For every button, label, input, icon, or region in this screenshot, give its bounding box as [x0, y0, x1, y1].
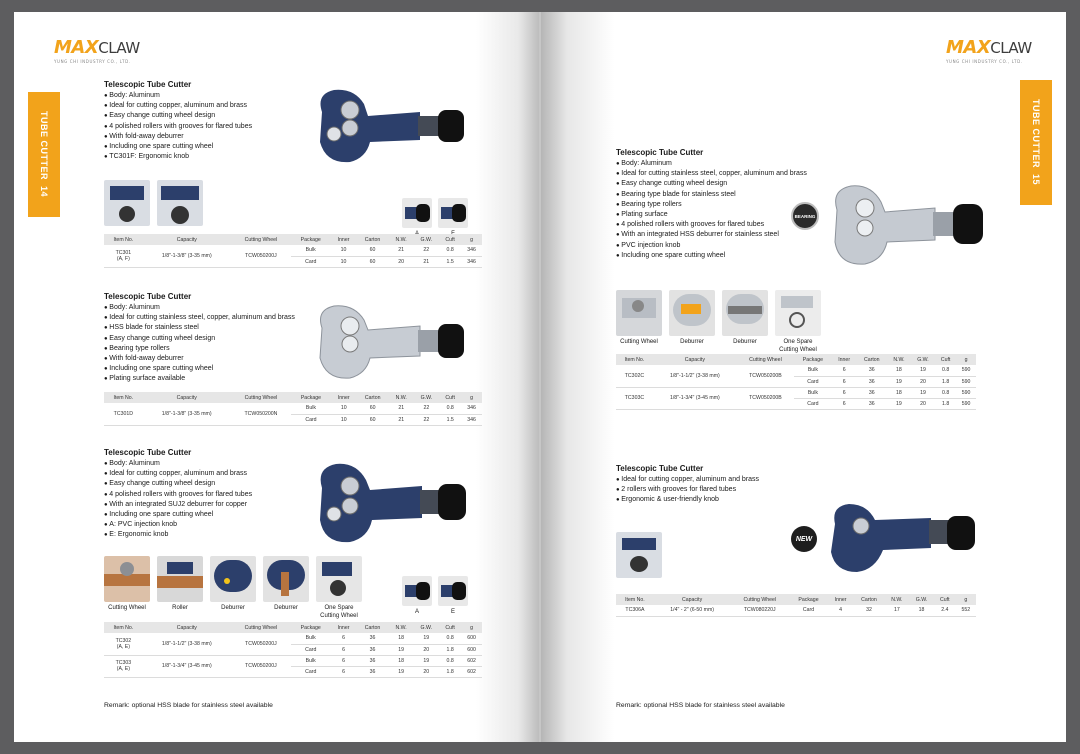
table-header-row: Item No. Capacity Cutting Wheel Package Inner Carton N.W. G.W. Cuft g	[616, 354, 976, 365]
spec-table-tc302	[104, 622, 482, 678]
table-row: TC302C 1/8"-1-1/2" (3-38 mm) TCW050200B Bulk 6 36 18 19 0.8 590	[616, 365, 976, 376]
product-title: Telescopic Tube Cutter	[104, 80, 192, 89]
maxclaw-logo: MAXCLAW YUNG CHI INDUSTRY CO., LTD.	[54, 37, 140, 64]
table-row: TC301D 1/8"-1-3/8" (3-35 mm) TCW050200N Bulk 10 60 21 22 0.8 346	[104, 403, 482, 414]
variant-thumbs-tc302: A E	[402, 576, 468, 617]
new-badge: NEW	[791, 526, 817, 552]
section-tab-left: TUBE CUTTER 14	[28, 92, 60, 217]
variant-thumbs-tc301	[402, 198, 468, 239]
right-page	[541, 12, 1066, 742]
table-row: TC302 (A, E) 1/8"-1-1/2" (3-38 mm) TCW050200J Bulk 6 36 18 19 0.8 600	[104, 633, 482, 644]
feature-list: ● Body: Aluminum ● Ideal for cutting stainless steel, copper, aluminum and brass ● Easy change cutting wheel design ● Bearing type blade for stainless steel ● Bearing type rollers ● Plating surface ● 4 polished rollers with grooves for flared tubes ● With an integrated HSS deburrer for stainless steel ● PVC injection knob ● Including one spare cutting wheel	[616, 159, 807, 261]
detail-thumbs-tc302c: Cutting Wheel Deburrer Deburrer One Spare Cutting Wheel	[616, 290, 821, 354]
table-row: Card 6 36 19 20 1.8 590	[616, 376, 976, 387]
product-title: Telescopic Tube Cutter	[616, 148, 704, 157]
section-tab-right: TUBE CUTTER 15	[1020, 80, 1052, 205]
spec-table-tc301	[104, 234, 482, 268]
table-header-row: Item No. Capacity Cutting Wheel Package Inner Carton N.W. G.W. Cuft g	[104, 392, 482, 403]
remark-text: Remark: optional HSS blade for stainless steel available	[616, 702, 785, 709]
table-row: Card 10 60 21 22 1.5 346	[104, 414, 482, 425]
table-row: Card 6 36 19 20 1.8 590	[616, 398, 976, 409]
product-section-tc302	[104, 448, 252, 541]
table-row: TC303C 1/8"-1-3/4" (3-45 mm) TCW050200B Bulk 6 36 18 19 0.8 590	[616, 387, 976, 398]
left-page	[14, 12, 539, 742]
bearing-badge: BEARING	[791, 202, 819, 230]
tube-cutter-silver-image	[310, 300, 480, 384]
table-header-row: Item No. Capacity Cutting Wheel Package Inner Carton N.W. G.W. Cuft g	[616, 594, 976, 605]
table-row: TC306A 1/4" - 2" (6-50 mm) TCW080220J Card 4 32 17 18 2.4 552	[616, 605, 976, 616]
spec-table-tc306a	[616, 594, 976, 617]
detail-thumbs-tc301	[104, 180, 203, 226]
table-header-row: Item No. Capacity Cutting Wheel Package Inner Carton N.W. G.W. Cuft g	[104, 234, 482, 245]
product-title: Telescopic Tube Cutter	[616, 464, 704, 473]
spec-table-tc301d	[104, 392, 482, 426]
table-row: Card 6 36 19 20 1.8 600	[104, 644, 482, 655]
table-row: Card 6 36 19 20 1.8 602	[104, 666, 482, 677]
feature-list: ● Body: Aluminum ● Ideal for cutting copper, aluminum and brass ● Easy change cutting wheel design ● 4 polished rollers with grooves for flared tubes ● With an integrated SUJ2 deburrer for copper ● Including one spare cutting wheel ● A: PVC injection knob ● E: Ergonomic knob	[104, 459, 252, 541]
maxclaw-logo: MAXCLAW YUNG CHI INDUSTRY CO., LTD.	[946, 37, 1032, 64]
remark-text: Remark: optional HSS blade for stainless steel available	[104, 702, 273, 709]
table-row: TC303 (A, E) 1/8"-1-3/4" (3-45 mm) TCW050200J Bulk 6 36 18 19 0.8 602	[104, 655, 482, 666]
product-section-tc306a	[616, 464, 759, 506]
product-title: Telescopic Tube Cutter	[104, 448, 192, 457]
feature-list: ● Body: Aluminum ● Ideal for cutting stainless steel, copper, aluminum and brass ● HSS blade for stainless steel ● Easy change cutting wheel design ● Bearing type rollers ● With fold-away deburrer ● Including one spare cutting wheel ● Plating surface available	[104, 303, 295, 385]
tube-cutter-blue-image	[310, 82, 480, 172]
tube-cutter-chrome-image	[825, 180, 995, 270]
detail-thumbs-tc302: Cutting Wheel Roller Deburrer Deburrer One Spare Cutting Wheel	[104, 556, 362, 620]
table-row: TC301 (A, F) 1/8"-1-3/8" (3-35 mm) TCW050200J Bulk 10 60 21 22 0.8 346	[104, 245, 482, 256]
feature-list: ● Body: Aluminum ● Ideal for cutting copper, aluminum and brass ● Easy change cutting wheel design ● 4 polished rollers with grooves for flared tubes ● With fold-away deburrer ● Including one spare cutting wheel ● TC301F: Ergonomic knob	[104, 91, 252, 162]
product-section-tc301	[104, 80, 252, 162]
product-section-tc301d	[104, 292, 295, 385]
tube-cutter-blue-tc306a-image	[821, 498, 991, 578]
table-header-row: Item No. Capacity Cutting Wheel Package Inner Carton N.W. G.W. Cuft g	[104, 622, 482, 633]
product-title: Telescopic Tube Cutter	[104, 292, 192, 301]
table-row: Card 10 60 20 21 1.5 346	[104, 256, 482, 267]
product-section-tc302c	[616, 148, 807, 261]
feature-list: ● Ideal for cutting copper, aluminum and brass ● 2 rollers with grooves for flared tubes ● Ergonomic & user-friendly knob	[616, 475, 759, 506]
tube-cutter-blue-large-image	[310, 458, 480, 548]
detail-thumbs-tc306a	[616, 532, 662, 578]
spec-table-tc302c	[616, 354, 976, 410]
